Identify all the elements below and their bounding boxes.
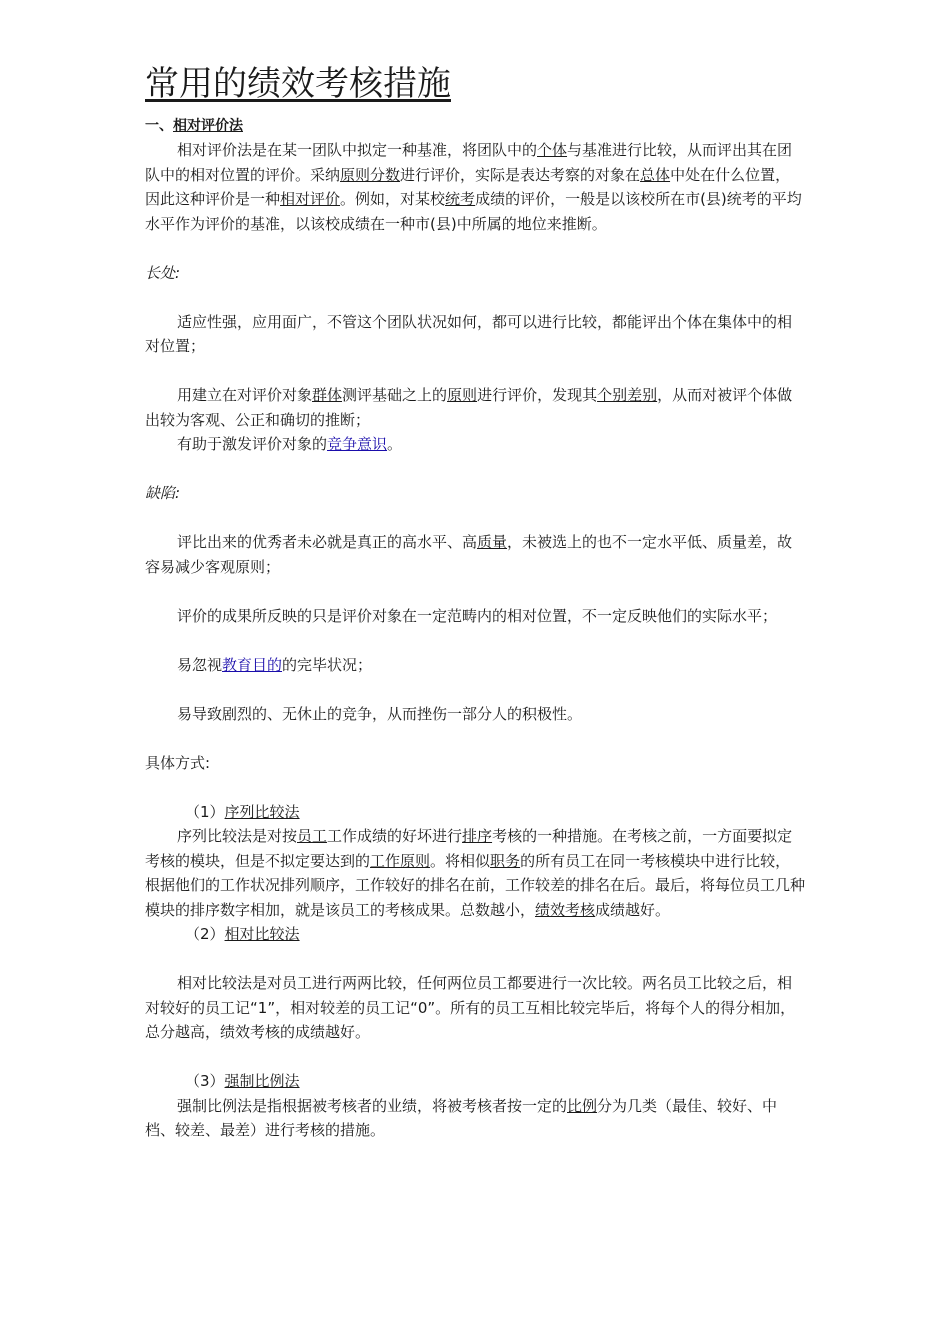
text-run: 有助于激发评价对象的 bbox=[177, 435, 328, 453]
text-run: 评比出来的优秀者未必就是真正的高水平、高 bbox=[177, 533, 478, 551]
underlined-term: 员工 bbox=[297, 827, 328, 845]
method-name: 序列比较法 bbox=[224, 802, 300, 821]
pro-item-2 bbox=[145, 383, 805, 432]
text-run: 进行评价，发现其 bbox=[477, 386, 598, 404]
con-item-3 bbox=[145, 653, 805, 678]
intro-paragraph bbox=[145, 138, 805, 236]
document-page bbox=[145, 58, 805, 1143]
text-run: 序列比较法是对按 bbox=[177, 827, 298, 845]
competition-awareness-link[interactable]: 竞争意识 bbox=[327, 435, 388, 453]
method-name: 强制比例法 bbox=[224, 1072, 300, 1090]
text-run: 考核的一种措施。在考核之前，一方面要拟定考核的模块，但是不拟定要达到的 bbox=[145, 827, 793, 870]
underlined-term: 个体 bbox=[537, 141, 568, 159]
text-run: 成绩的评价，一般是以该校所在市(县)统考的平均水平作为评价的基准，以该校成绩在一种市(县)中所属的地位来推断。 bbox=[145, 190, 802, 233]
text-run: 与基准进行比较，从而评出其在团队中的相对位置的评价。采纳 bbox=[145, 141, 793, 184]
method-2-heading bbox=[145, 922, 805, 947]
text-run: 分为几类（最佳、较好、中档、较差、最差）进行考核的措施。 bbox=[145, 1096, 778, 1139]
text-run: 工作成绩的好坏进行 bbox=[327, 827, 463, 845]
method-1-paragraph bbox=[145, 824, 805, 922]
underlined-term: 质量 bbox=[477, 533, 508, 551]
method-number: （2） bbox=[185, 925, 225, 943]
text-run: ，从而对被评个体做出较为客观、公正和确切的推断； bbox=[145, 386, 793, 429]
section-label: 相对评价法 bbox=[173, 118, 243, 134]
text-run: 成绩越好。 bbox=[595, 900, 671, 919]
underlined-term: 原则分数 bbox=[340, 165, 401, 184]
text-run: 。将相似 bbox=[430, 851, 491, 870]
text-run: 强制比例法是指根据被考核者的业绩，将被考核者按一定的 bbox=[177, 1096, 568, 1115]
text-run: 进行评价，实际是表达考察的对象在 bbox=[400, 165, 641, 184]
method-number: （3） bbox=[185, 1072, 225, 1090]
section-number: 一、 bbox=[145, 118, 173, 134]
con-item-4: 易导致剧烈的、无休止的竞争，从而挫伤一部分人的积极性。 bbox=[177, 704, 583, 723]
pro-item-1: 适应性强，应用面广，不管这个团队状况如何，都可以进行比较，都能评出个体在集体中的相对位置； bbox=[145, 312, 793, 355]
underlined-term: 职务 bbox=[490, 851, 521, 870]
pro-item-3 bbox=[145, 432, 805, 457]
text-run: 测评基础之上的 bbox=[342, 386, 448, 404]
text-run: 用建立在对评价对象 bbox=[177, 386, 313, 404]
underlined-term: 统考 bbox=[445, 190, 476, 208]
method-3-heading bbox=[145, 1069, 805, 1094]
underlined-term: 相对评价 bbox=[280, 190, 341, 208]
con-item-1 bbox=[145, 530, 805, 579]
underlined-term: 群体 bbox=[312, 386, 343, 404]
underlined-term: 绩效考核 bbox=[535, 900, 596, 919]
text-run: 易忽视 bbox=[177, 655, 223, 674]
education-goal-link[interactable]: 教育目的 bbox=[222, 655, 283, 674]
text-run: 的完毕状况； bbox=[282, 655, 373, 674]
text-run: 相对评价法是在某一团队中拟定一种基准，将团队中的 bbox=[177, 141, 538, 159]
text-run: 的所有员工在同一考核模块中进行比较，根据他们的工作状况排列顺序，工作较好的排名在前，工作较差的排名在后。最后，将每位员工几种模块的排序数字相加，就是该员工的考核成果。总数越小， bbox=[145, 851, 806, 919]
cons-heading: 缺陷: bbox=[145, 484, 181, 502]
method-name: 相对比较法 bbox=[224, 925, 300, 943]
underlined-term: 工作原则 bbox=[370, 851, 431, 870]
text-run: 。例如，对某校 bbox=[340, 190, 446, 208]
underlined-term: 原则 bbox=[447, 386, 478, 404]
text-run: ，未被选上的也不一定水平低、质量差，故容易减少客观原则； bbox=[145, 533, 793, 576]
con-item-2: 评价的成果所反映的只是评价对象在一定范畴内的相对位置，不一定反映他们的实际水平； bbox=[177, 606, 778, 625]
pros-heading: 长处: bbox=[145, 263, 181, 282]
method-3-paragraph bbox=[145, 1094, 805, 1143]
text-run: 。 bbox=[387, 435, 403, 453]
underlined-term: 比例 bbox=[567, 1096, 598, 1115]
underlined-term: 个别差别 bbox=[597, 386, 658, 404]
text-run: 中处在什么位置，因此这种评价是一种 bbox=[145, 165, 791, 208]
method-number: （1） bbox=[185, 802, 225, 821]
section-heading-relative-evaluation bbox=[145, 114, 805, 138]
method-2-paragraph: 相对比较法是对员工进行两两比较，任何两位员工都要进行一次比较。两名员工比较之后，相对较好的员工记“1”，相对较差的员工记“0”。所有的员工互相比较完毕后，将每个人的得分相加，总分越高，绩效考核的成绩越好。 bbox=[145, 974, 796, 1041]
methods-heading: 具体方式: bbox=[145, 753, 211, 772]
underlined-term: 排序 bbox=[462, 827, 493, 845]
underlined-term: 总体 bbox=[640, 165, 671, 184]
method-1-heading bbox=[145, 800, 805, 825]
page-title: 常用的绩效考核措施 bbox=[145, 64, 451, 104]
